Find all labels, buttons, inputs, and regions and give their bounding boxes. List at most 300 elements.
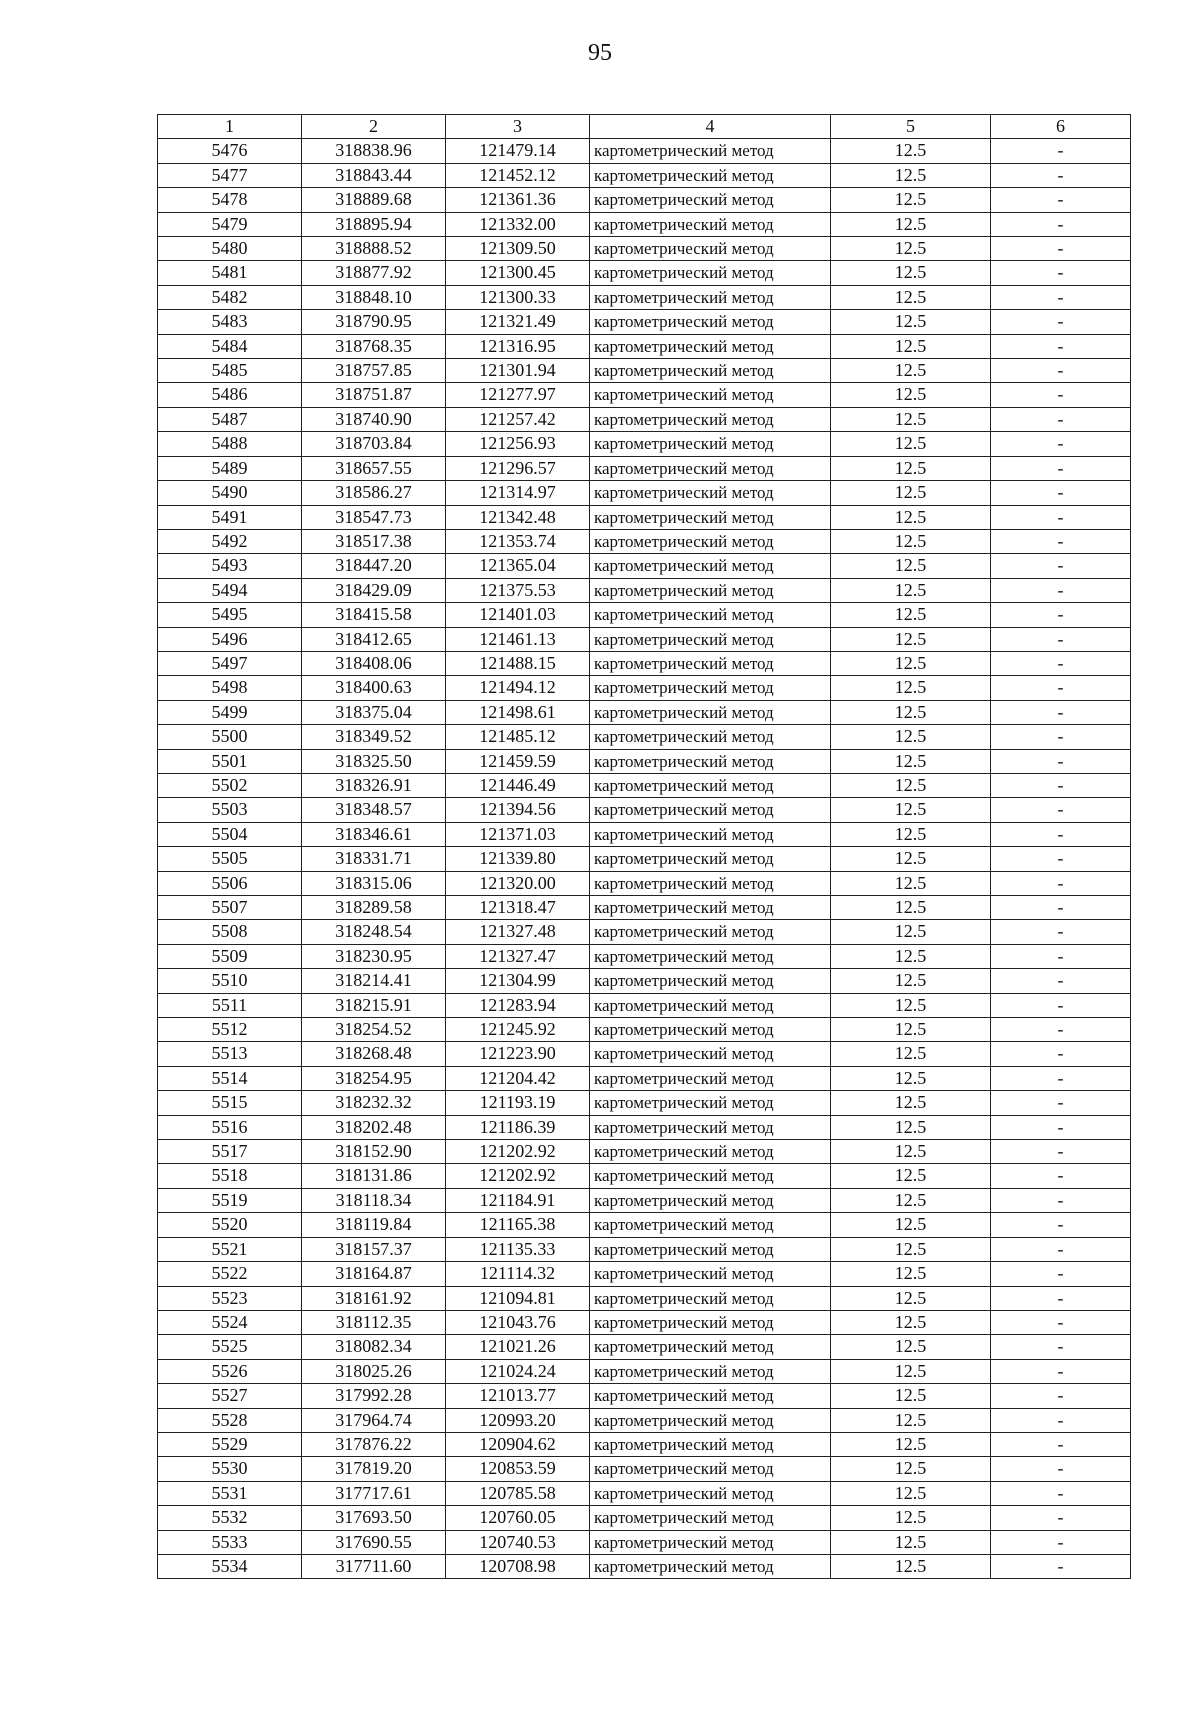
method-cell: картометрический метод	[590, 1262, 831, 1286]
table-row	[158, 822, 1131, 846]
note-cell: -	[991, 359, 1131, 383]
y-coordinate-cell: 121353.74	[446, 529, 590, 553]
table-row	[158, 969, 1131, 993]
method-cell: картометрический метод	[590, 969, 831, 993]
table-row	[158, 212, 1131, 236]
table-row	[158, 1481, 1131, 1505]
accuracy-cell: 12.5	[831, 529, 991, 553]
point-number-cell: 5496	[158, 627, 302, 651]
header-col-3: 3	[446, 115, 590, 139]
x-coordinate-cell: 318025.26	[302, 1359, 446, 1383]
x-coordinate-cell: 318161.92	[302, 1286, 446, 1310]
method-cell: картометрический метод	[590, 1530, 831, 1554]
method-cell: картометрический метод	[590, 407, 831, 431]
table-row	[158, 603, 1131, 627]
y-coordinate-cell: 121300.45	[446, 261, 590, 285]
x-coordinate-cell: 318447.20	[302, 554, 446, 578]
note-cell: -	[991, 432, 1131, 456]
accuracy-cell: 12.5	[831, 237, 991, 261]
accuracy-cell: 12.5	[831, 822, 991, 846]
y-coordinate-cell: 121094.81	[446, 1286, 590, 1310]
x-coordinate-cell: 317964.74	[302, 1408, 446, 1432]
table-row	[158, 749, 1131, 773]
table-row	[158, 773, 1131, 797]
x-coordinate-cell: 318412.65	[302, 627, 446, 651]
x-coordinate-cell: 318118.34	[302, 1188, 446, 1212]
method-cell: картометрический метод	[590, 920, 831, 944]
y-coordinate-cell: 121300.33	[446, 285, 590, 309]
note-cell: -	[991, 1408, 1131, 1432]
x-coordinate-cell: 317693.50	[302, 1506, 446, 1530]
x-coordinate-cell: 318230.95	[302, 944, 446, 968]
x-coordinate-cell: 318843.44	[302, 163, 446, 187]
note-cell: -	[991, 773, 1131, 797]
accuracy-cell: 12.5	[831, 481, 991, 505]
note-cell: -	[991, 1530, 1131, 1554]
method-cell: картометрический метод	[590, 1506, 831, 1530]
table-row	[158, 1457, 1131, 1481]
method-cell: картометрический метод	[590, 1384, 831, 1408]
accuracy-cell: 12.5	[831, 359, 991, 383]
x-coordinate-cell: 317711.60	[302, 1554, 446, 1578]
table-body	[158, 139, 1131, 1579]
point-number-cell: 5502	[158, 773, 302, 797]
x-coordinate-cell: 318157.37	[302, 1237, 446, 1261]
header-col-5: 5	[831, 115, 991, 139]
note-cell: -	[991, 944, 1131, 968]
table-row	[158, 529, 1131, 553]
point-number-cell: 5510	[158, 969, 302, 993]
point-number-cell: 5497	[158, 651, 302, 675]
note-cell: -	[991, 1335, 1131, 1359]
point-number-cell: 5522	[158, 1262, 302, 1286]
note-cell: -	[991, 1310, 1131, 1334]
point-number-cell: 5493	[158, 554, 302, 578]
x-coordinate-cell: 318848.10	[302, 285, 446, 309]
table-row	[158, 1140, 1131, 1164]
accuracy-cell: 12.5	[831, 1140, 991, 1164]
note-cell: -	[991, 1432, 1131, 1456]
accuracy-cell: 12.5	[831, 969, 991, 993]
note-cell: -	[991, 529, 1131, 553]
y-coordinate-cell: 120760.05	[446, 1506, 590, 1530]
y-coordinate-cell: 121314.97	[446, 481, 590, 505]
accuracy-cell: 12.5	[831, 163, 991, 187]
note-cell: -	[991, 920, 1131, 944]
table-row	[158, 1310, 1131, 1334]
accuracy-cell: 12.5	[831, 383, 991, 407]
point-number-cell: 5514	[158, 1066, 302, 1090]
x-coordinate-cell: 317819.20	[302, 1457, 446, 1481]
note-cell: -	[991, 871, 1131, 895]
accuracy-cell: 12.5	[831, 1213, 991, 1237]
point-number-cell: 5494	[158, 578, 302, 602]
y-coordinate-cell: 121375.53	[446, 578, 590, 602]
point-number-cell: 5507	[158, 896, 302, 920]
point-number-cell: 5521	[158, 1237, 302, 1261]
accuracy-cell: 12.5	[831, 1530, 991, 1554]
accuracy-cell: 12.5	[831, 578, 991, 602]
y-coordinate-cell: 121332.00	[446, 212, 590, 236]
note-cell: -	[991, 627, 1131, 651]
point-number-cell: 5519	[158, 1188, 302, 1212]
table-row	[158, 725, 1131, 749]
note-cell: -	[991, 554, 1131, 578]
y-coordinate-cell: 121165.38	[446, 1213, 590, 1237]
point-number-cell: 5515	[158, 1091, 302, 1115]
accuracy-cell: 12.5	[831, 1066, 991, 1090]
header-col-1: 1	[158, 115, 302, 139]
note-cell: -	[991, 1262, 1131, 1286]
x-coordinate-cell: 318348.57	[302, 798, 446, 822]
accuracy-cell: 12.5	[831, 944, 991, 968]
x-coordinate-cell: 318400.63	[302, 676, 446, 700]
note-cell: -	[991, 1018, 1131, 1042]
note-cell: -	[991, 993, 1131, 1017]
y-coordinate-cell: 121321.49	[446, 310, 590, 334]
method-cell: картометрический метод	[590, 1286, 831, 1310]
coordinates-table-wrapper	[157, 114, 1130, 1579]
y-coordinate-cell: 121498.61	[446, 700, 590, 724]
note-cell: -	[991, 969, 1131, 993]
method-cell: картометрический метод	[590, 1042, 831, 1066]
x-coordinate-cell: 318517.38	[302, 529, 446, 553]
point-number-cell: 5480	[158, 237, 302, 261]
method-cell: картометрический метод	[590, 1432, 831, 1456]
x-coordinate-cell: 317690.55	[302, 1530, 446, 1554]
point-number-cell: 5505	[158, 847, 302, 871]
note-cell: -	[991, 1286, 1131, 1310]
note-cell: -	[991, 481, 1131, 505]
method-cell: картометрический метод	[590, 651, 831, 675]
point-number-cell: 5529	[158, 1432, 302, 1456]
method-cell: картометрический метод	[590, 1213, 831, 1237]
accuracy-cell: 12.5	[831, 1042, 991, 1066]
y-coordinate-cell: 121245.92	[446, 1018, 590, 1042]
x-coordinate-cell: 318790.95	[302, 310, 446, 334]
point-number-cell: 5486	[158, 383, 302, 407]
point-number-cell: 5489	[158, 456, 302, 480]
table-row	[158, 1530, 1131, 1554]
note-cell: -	[991, 700, 1131, 724]
point-number-cell: 5503	[158, 798, 302, 822]
note-cell: -	[991, 334, 1131, 358]
x-coordinate-cell: 318586.27	[302, 481, 446, 505]
accuracy-cell: 12.5	[831, 139, 991, 163]
accuracy-cell: 12.5	[831, 1262, 991, 1286]
note-cell: -	[991, 1164, 1131, 1188]
x-coordinate-cell: 318254.95	[302, 1066, 446, 1090]
table-row	[158, 188, 1131, 212]
y-coordinate-cell: 120853.59	[446, 1457, 590, 1481]
x-coordinate-cell: 318268.48	[302, 1042, 446, 1066]
y-coordinate-cell: 121277.97	[446, 383, 590, 407]
accuracy-cell: 12.5	[831, 993, 991, 1017]
method-cell: картометрический метод	[590, 285, 831, 309]
accuracy-cell: 12.5	[831, 1091, 991, 1115]
method-cell: картометрический метод	[590, 188, 831, 212]
method-cell: картометрический метод	[590, 1188, 831, 1212]
x-coordinate-cell: 317992.28	[302, 1384, 446, 1408]
method-cell: картометрический метод	[590, 1554, 831, 1578]
x-coordinate-cell: 318215.91	[302, 993, 446, 1017]
note-cell: -	[991, 798, 1131, 822]
note-cell: -	[991, 1457, 1131, 1481]
point-number-cell: 5476	[158, 139, 302, 163]
x-coordinate-cell: 318657.55	[302, 456, 446, 480]
y-coordinate-cell: 121361.36	[446, 188, 590, 212]
method-cell: картометрический метод	[590, 1115, 831, 1139]
method-cell: картометрический метод	[590, 1457, 831, 1481]
point-number-cell: 5477	[158, 163, 302, 187]
table-row	[158, 1554, 1131, 1578]
accuracy-cell: 12.5	[831, 1188, 991, 1212]
x-coordinate-cell: 318232.32	[302, 1091, 446, 1115]
note-cell: -	[991, 896, 1131, 920]
method-cell: картометрический метод	[590, 1359, 831, 1383]
y-coordinate-cell: 121021.26	[446, 1335, 590, 1359]
method-cell: картометрический метод	[590, 432, 831, 456]
note-cell: -	[991, 383, 1131, 407]
table-row	[158, 310, 1131, 334]
x-coordinate-cell: 318202.48	[302, 1115, 446, 1139]
x-coordinate-cell: 318214.41	[302, 969, 446, 993]
method-cell: картометрический метод	[590, 822, 831, 846]
y-coordinate-cell: 121461.13	[446, 627, 590, 651]
accuracy-cell: 12.5	[831, 896, 991, 920]
method-cell: картометрический метод	[590, 847, 831, 871]
method-cell: картометрический метод	[590, 261, 831, 285]
note-cell: -	[991, 139, 1131, 163]
y-coordinate-cell: 120740.53	[446, 1530, 590, 1554]
y-coordinate-cell: 121186.39	[446, 1115, 590, 1139]
method-cell: картометрический метод	[590, 896, 831, 920]
y-coordinate-cell: 121459.59	[446, 749, 590, 773]
table-row	[158, 285, 1131, 309]
accuracy-cell: 12.5	[831, 1384, 991, 1408]
y-coordinate-cell: 121024.24	[446, 1359, 590, 1383]
x-coordinate-cell: 318349.52	[302, 725, 446, 749]
table-row	[158, 944, 1131, 968]
page-number: 95	[588, 40, 612, 66]
table-header-row	[158, 115, 1131, 139]
note-cell: -	[991, 1115, 1131, 1139]
table-row	[158, 1506, 1131, 1530]
point-number-cell: 5488	[158, 432, 302, 456]
x-coordinate-cell: 318838.96	[302, 139, 446, 163]
method-cell: картометрический метод	[590, 334, 831, 358]
accuracy-cell: 12.5	[831, 1164, 991, 1188]
method-cell: картометрический метод	[590, 481, 831, 505]
point-number-cell: 5490	[158, 481, 302, 505]
point-number-cell: 5491	[158, 505, 302, 529]
table-row	[158, 1091, 1131, 1115]
y-coordinate-cell: 121193.19	[446, 1091, 590, 1115]
table-row	[158, 1237, 1131, 1261]
point-number-cell: 5517	[158, 1140, 302, 1164]
note-cell: -	[991, 822, 1131, 846]
method-cell: картометрический метод	[590, 1481, 831, 1505]
point-number-cell: 5526	[158, 1359, 302, 1383]
method-cell: картометрический метод	[590, 237, 831, 261]
accuracy-cell: 12.5	[831, 1018, 991, 1042]
point-number-cell: 5483	[158, 310, 302, 334]
note-cell: -	[991, 1506, 1131, 1530]
y-coordinate-cell: 121256.93	[446, 432, 590, 456]
method-cell: картометрический метод	[590, 993, 831, 1017]
accuracy-cell: 12.5	[831, 1432, 991, 1456]
x-coordinate-cell: 318152.90	[302, 1140, 446, 1164]
y-coordinate-cell: 121135.33	[446, 1237, 590, 1261]
accuracy-cell: 12.5	[831, 725, 991, 749]
note-cell: -	[991, 163, 1131, 187]
accuracy-cell: 12.5	[831, 651, 991, 675]
x-coordinate-cell: 318757.85	[302, 359, 446, 383]
note-cell: -	[991, 261, 1131, 285]
note-cell: -	[991, 1140, 1131, 1164]
point-number-cell: 5508	[158, 920, 302, 944]
method-cell: картометрический метод	[590, 627, 831, 651]
table-row	[158, 1359, 1131, 1383]
x-coordinate-cell: 318119.84	[302, 1213, 446, 1237]
y-coordinate-cell: 121342.48	[446, 505, 590, 529]
point-number-cell: 5485	[158, 359, 302, 383]
table-row	[158, 1384, 1131, 1408]
method-cell: картометрический метод	[590, 1066, 831, 1090]
x-coordinate-cell: 318254.52	[302, 1018, 446, 1042]
x-coordinate-cell: 317876.22	[302, 1432, 446, 1456]
y-coordinate-cell: 121184.91	[446, 1188, 590, 1212]
note-cell: -	[991, 749, 1131, 773]
note-cell: -	[991, 188, 1131, 212]
y-coordinate-cell: 121202.92	[446, 1164, 590, 1188]
method-cell: картометрический метод	[590, 1164, 831, 1188]
y-coordinate-cell: 121494.12	[446, 676, 590, 700]
table-row	[158, 1042, 1131, 1066]
accuracy-cell: 12.5	[831, 310, 991, 334]
table-row	[158, 1262, 1131, 1286]
method-cell: картометрический метод	[590, 603, 831, 627]
y-coordinate-cell: 120708.98	[446, 1554, 590, 1578]
note-cell: -	[991, 1237, 1131, 1261]
y-coordinate-cell: 121013.77	[446, 1384, 590, 1408]
y-coordinate-cell: 121488.15	[446, 651, 590, 675]
table-row	[158, 1018, 1131, 1042]
y-coordinate-cell: 121327.48	[446, 920, 590, 944]
method-cell: картометрический метод	[590, 1237, 831, 1261]
accuracy-cell: 12.5	[831, 1457, 991, 1481]
coordinates-table	[157, 114, 1131, 1579]
point-number-cell: 5492	[158, 529, 302, 553]
y-coordinate-cell: 121304.99	[446, 969, 590, 993]
accuracy-cell: 12.5	[831, 1335, 991, 1359]
y-coordinate-cell: 121043.76	[446, 1310, 590, 1334]
accuracy-cell: 12.5	[831, 407, 991, 431]
point-number-cell: 5512	[158, 1018, 302, 1042]
point-number-cell: 5513	[158, 1042, 302, 1066]
x-coordinate-cell: 318703.84	[302, 432, 446, 456]
table-row	[158, 407, 1131, 431]
accuracy-cell: 12.5	[831, 676, 991, 700]
method-cell: картометрический метод	[590, 1140, 831, 1164]
accuracy-cell: 12.5	[831, 920, 991, 944]
x-coordinate-cell: 318547.73	[302, 505, 446, 529]
method-cell: картометрический метод	[590, 798, 831, 822]
x-coordinate-cell: 318346.61	[302, 822, 446, 846]
table-row	[158, 1335, 1131, 1359]
x-coordinate-cell: 318131.86	[302, 1164, 446, 1188]
accuracy-cell: 12.5	[831, 212, 991, 236]
method-cell: картометрический метод	[590, 773, 831, 797]
note-cell: -	[991, 310, 1131, 334]
table-row	[158, 993, 1131, 1017]
method-cell: картометрический метод	[590, 578, 831, 602]
x-coordinate-cell: 318408.06	[302, 651, 446, 675]
accuracy-cell: 12.5	[831, 334, 991, 358]
table-row	[158, 334, 1131, 358]
y-coordinate-cell: 121318.47	[446, 896, 590, 920]
y-coordinate-cell: 121446.49	[446, 773, 590, 797]
y-coordinate-cell: 121301.94	[446, 359, 590, 383]
point-number-cell: 5527	[158, 1384, 302, 1408]
table-row	[158, 1432, 1131, 1456]
point-number-cell: 5530	[158, 1457, 302, 1481]
x-coordinate-cell: 318415.58	[302, 603, 446, 627]
y-coordinate-cell: 121371.03	[446, 822, 590, 846]
y-coordinate-cell: 121394.56	[446, 798, 590, 822]
table-row	[158, 847, 1131, 871]
y-coordinate-cell: 121309.50	[446, 237, 590, 261]
method-cell: картометрический метод	[590, 1310, 831, 1334]
accuracy-cell: 12.5	[831, 700, 991, 724]
x-coordinate-cell: 318768.35	[302, 334, 446, 358]
note-cell: -	[991, 676, 1131, 700]
y-coordinate-cell: 121202.92	[446, 1140, 590, 1164]
table-row	[158, 798, 1131, 822]
table-row	[158, 432, 1131, 456]
y-coordinate-cell: 121320.00	[446, 871, 590, 895]
x-coordinate-cell: 318895.94	[302, 212, 446, 236]
x-coordinate-cell: 318888.52	[302, 237, 446, 261]
table-row	[158, 505, 1131, 529]
table-row	[158, 1066, 1131, 1090]
x-coordinate-cell: 318429.09	[302, 578, 446, 602]
method-cell: картометрический метод	[590, 554, 831, 578]
accuracy-cell: 12.5	[831, 603, 991, 627]
table-row	[158, 261, 1131, 285]
table-row	[158, 578, 1131, 602]
accuracy-cell: 12.5	[831, 432, 991, 456]
table-row	[158, 651, 1131, 675]
point-number-cell: 5520	[158, 1213, 302, 1237]
method-cell: картометрический метод	[590, 139, 831, 163]
point-number-cell: 5509	[158, 944, 302, 968]
accuracy-cell: 12.5	[831, 188, 991, 212]
accuracy-cell: 12.5	[831, 1310, 991, 1334]
method-cell: картометрический метод	[590, 505, 831, 529]
table-row	[158, 554, 1131, 578]
note-cell: -	[991, 1384, 1131, 1408]
x-coordinate-cell: 318889.68	[302, 188, 446, 212]
method-cell: картометрический метод	[590, 676, 831, 700]
method-cell: картометрический метод	[590, 1091, 831, 1115]
y-coordinate-cell: 121339.80	[446, 847, 590, 871]
point-number-cell: 5506	[158, 871, 302, 895]
point-number-cell: 5484	[158, 334, 302, 358]
note-cell: -	[991, 1359, 1131, 1383]
table-row	[158, 1115, 1131, 1139]
x-coordinate-cell: 318751.87	[302, 383, 446, 407]
